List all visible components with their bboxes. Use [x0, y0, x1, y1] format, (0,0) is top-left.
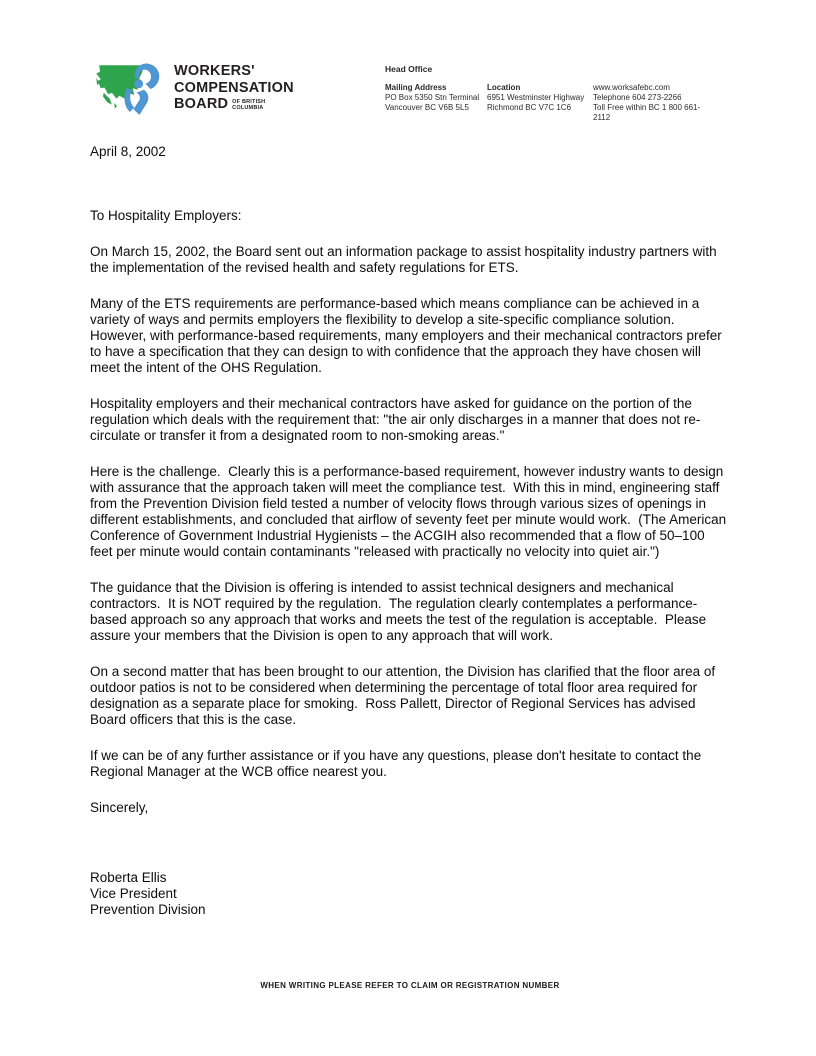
- letter-paragraph: Here is the challenge. Clearly this is a performance-based requirement, however industry wants to design with assurance that the approach taken will meet the compliance test. With this in mind, engineering staff from the Prevention Division field tested a number of velocity flows through various sizes of openings in different establishments, and concluded that airflow of seventy feet per minute would work. (The American Conference of Government Industrial Hygienists – the ACGIH also recommended that a flow of 50–100 feet per minute would contain contaminants "released with practically no velocity into quiet air."): [90, 464, 730, 559]
- mailing-address: Mailing Address PO Box 5350 Stn Terminal Vancouver BC V6B 5L5: [385, 83, 480, 112]
- letter-paragraph: If we can be of any further assistance or if you have any questions, please don't hesitate to contact the Regional Manager at the WCB office nearest you.: [90, 748, 705, 779]
- contact-info: [593, 83, 713, 123]
- logo-sub-of-british-columbia: OF BRITISH COLUMBIA: [232, 99, 266, 111]
- letter-paragraph: Hospitality employers and their mechanical contractors have asked for guidance on the portion of the regulation which deals with the requirement that: "the air only discharges in a manner that does not re-circulate or transfer it from a designated room to non-smoking areas.": [90, 396, 701, 443]
- wcb-logo-icon: [90, 60, 168, 118]
- letter-date: April 8, 2002: [90, 144, 166, 159]
- logo-line-board: BOARD: [174, 96, 229, 112]
- letter-paragraph: Many of the ETS requirements are performance-based which means compliance can be achieved in a variety of ways and permits employers the flexibility to develop a site-specific compliance solution. However, with performance-based requirements, many employers and their mechanical contractors prefer to have a specification that they can design to with confidence that the approach they have chosen will meet the intent of the OHS Regulation.: [90, 296, 726, 375]
- letter-paragraph: The guidance that the Division is offering is intended to assist technical designers and mechanical contractors. It is NOT required by the regulation. The regulation clearly contemplates a performance-based approach so any approach that works and meets the test of the regulation is acceptable. Please assure your members that the Division is open to any approach that will work.: [90, 580, 710, 643]
- signature-line: Vice President: [90, 886, 177, 901]
- telephone: Telephone 604 273-2266: [593, 93, 682, 102]
- letter-salutation: To Hospitality Employers:: [90, 208, 242, 223]
- logo-line-workers: WORKERS': [174, 63, 255, 79]
- signature-line: Prevention Division: [90, 902, 206, 917]
- head-office-title: Head Office: [385, 64, 433, 74]
- letter-body: [90, 144, 730, 918]
- letter-paragraph: On a second matter that has been brought to our attention, the Division has clarified that the floor area of outdoor patios is not to be considered when determining the percentage of total floor area required for designation as a separate place for smoking. Ross Pallett, Director of Regional Services has advised Board officers that this is the case.: [90, 664, 719, 727]
- head-office-block: [385, 64, 713, 123]
- website-url: www.worksafebc.com: [593, 83, 670, 92]
- wcb-logo-wordmark: [174, 60, 294, 113]
- footer-note: WHEN WRITING PLEASE REFER TO CLAIM OR REGISTRATION NUMBER: [260, 981, 560, 990]
- letter-closing: Sincerely,: [90, 800, 149, 815]
- toll-free: Toll Free within BC 1 800 661-2112: [593, 103, 701, 122]
- wcb-logo: [90, 60, 294, 118]
- signature-line: Roberta Ellis: [90, 870, 167, 885]
- location-address: Location 6951 Westminster Highway Richmond BC V7C 1C6: [487, 83, 585, 112]
- letter-paragraph: On March 15, 2002, the Board sent out an information package to assist hospitality industry partners with the implementation of the revised health and safety regulations for ETS.: [90, 244, 721, 275]
- logo-line-compensation: COMPENSATION: [174, 79, 294, 96]
- signature-block: [90, 870, 730, 918]
- letter-paragraphs: [90, 244, 730, 780]
